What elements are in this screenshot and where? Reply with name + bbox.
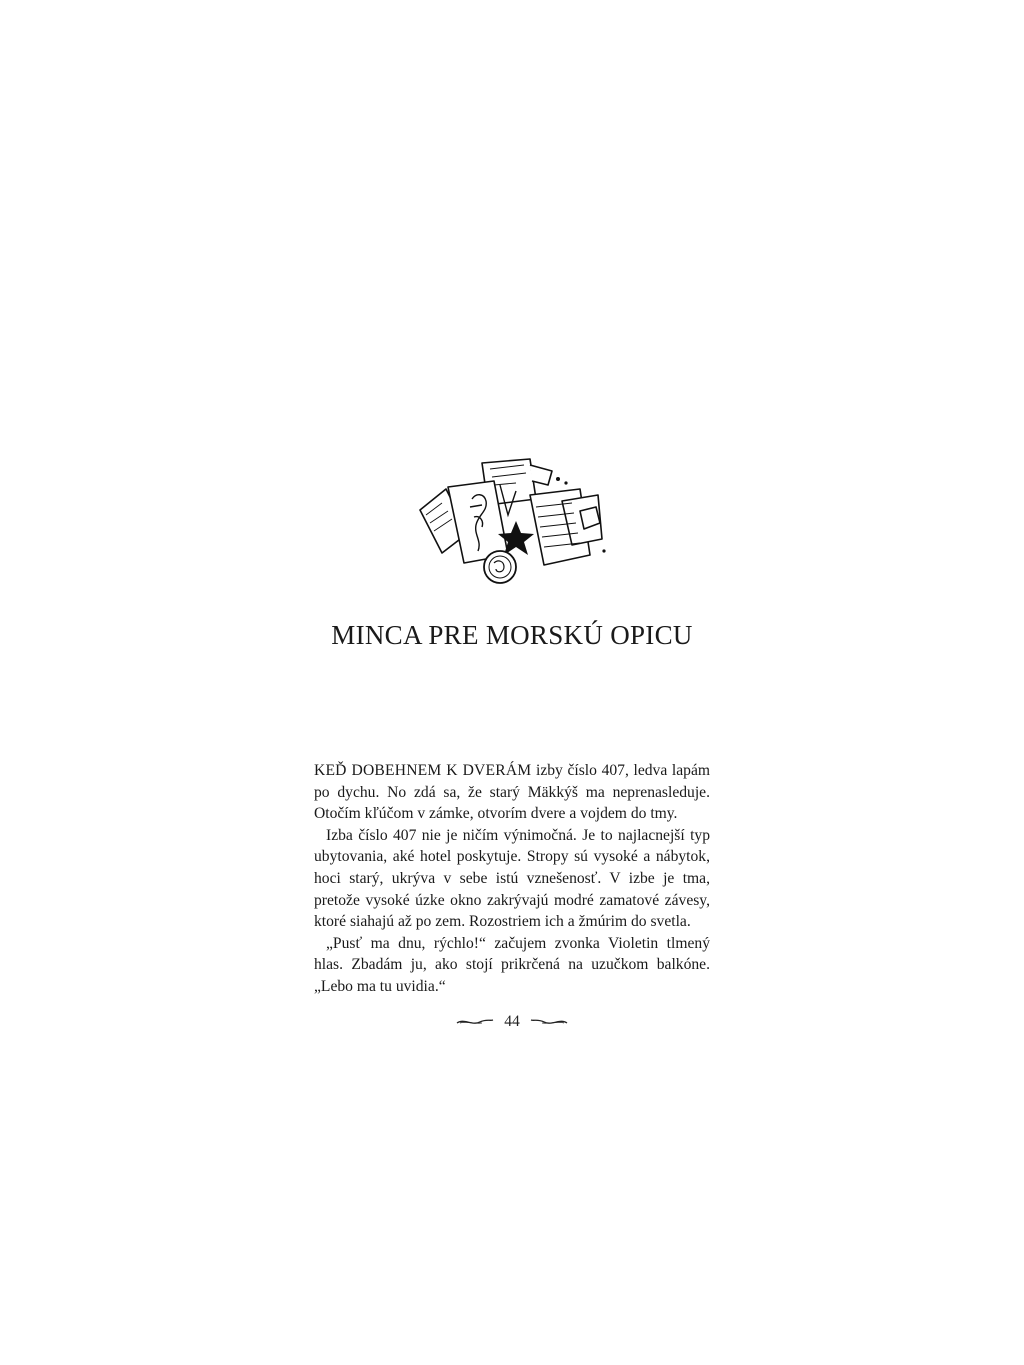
right-flourish-icon <box>530 1016 568 1028</box>
paragraph-2: Izba číslo 407 nie je ničím výnimočná. Je to najlacnejší typ ubytovania, aké hotel poskytuje. Stropy sú vysoké a nábytok, hoci starý, ukrýva v sebe istú vznešenosť. V izbe je tma, pretože vysoké úzke okno zakrývajú modré zamatové závesy, ktoré siahajú až po zem. Rozostriem ich a žmúrim do svetla. <box>314 826 710 931</box>
paragraph-3: „Pusť ma dnu, rýchlo!“ začujem zvonka Violetin tlmený hlas. Zbadám ju, ako stojí prikrčená na uzučkom balkóne. „Lebo ma tu uvidia.“ <box>314 934 710 995</box>
paragraph-1-text: izby číslo 407, ledva lapám po dychu. No zdá sa, že starý Mäkkýš ma neprenasleduje. Otočím kľúčom v zámke, otvorím dvere a vojdem do tmy. <box>314 762 710 823</box>
page-footer <box>0 1010 1024 1034</box>
page-number: 44 <box>504 1013 520 1030</box>
scattered-cards-and-coin-icon <box>412 455 612 590</box>
chapter-illustration <box>412 455 612 590</box>
paragraph-1 <box>314 760 710 825</box>
opening-caps: KEĎ DOBEHNEM K DVERÁM <box>314 762 532 779</box>
chapter-body <box>314 760 710 998</box>
left-flourish-icon <box>456 1016 494 1028</box>
chapter-title: MINCA PRE MORSKÚ OPICU <box>331 620 693 650</box>
